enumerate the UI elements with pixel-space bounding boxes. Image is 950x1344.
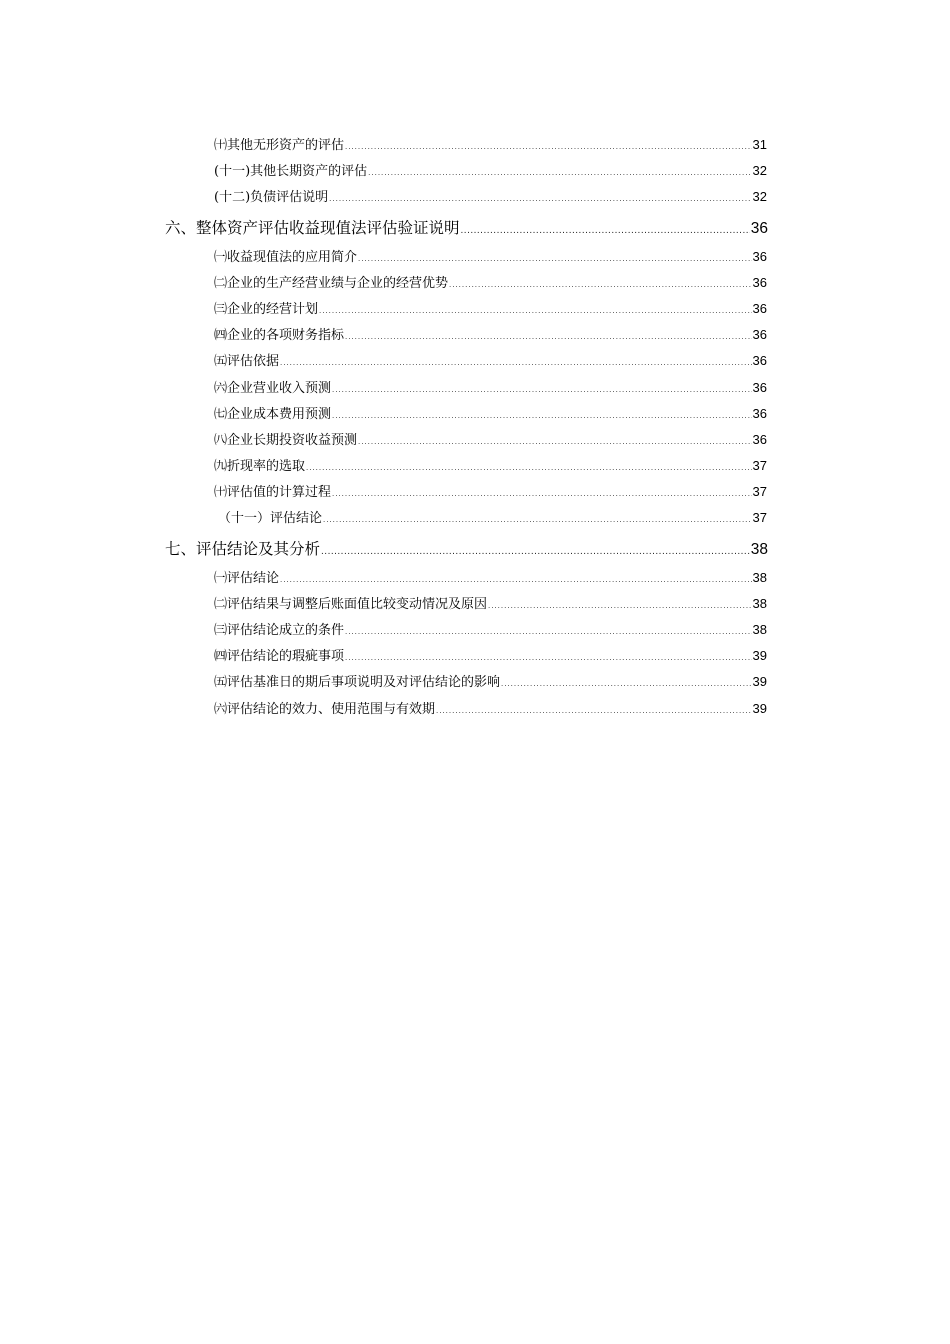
toc-entry[interactable] xyxy=(214,246,767,272)
toc-section-heading[interactable] xyxy=(165,534,768,567)
toc-entry-label: ㈡评估结果与调整后账面值比较变动情况及原因 xyxy=(214,596,488,612)
toc-page-number: 39 xyxy=(752,648,767,664)
toc-page-number: 36 xyxy=(752,300,767,316)
toc-page-number: 36 xyxy=(750,219,768,237)
toc-entry[interactable] xyxy=(214,377,767,403)
dot-leader xyxy=(332,404,752,427)
toc-section-heading[interactable] xyxy=(165,213,768,246)
toc-page-number: 36 xyxy=(752,405,767,421)
toc-entry-label: ㈠评估结论 xyxy=(214,570,280,586)
toc-entry-label: ㈣评估结论的瑕疵事项 xyxy=(214,649,345,665)
toc-entry[interactable] xyxy=(214,567,767,593)
toc-page-number: 37 xyxy=(752,458,767,474)
toc-entry-label: ㈤评估依据 xyxy=(214,354,280,370)
toc-entry[interactable] xyxy=(214,593,767,619)
toc-entry[interactable] xyxy=(214,324,767,350)
toc-entry-label: ㈦企业成本费用预测 xyxy=(214,406,332,422)
toc-entry-label: ㈡企业的生产经营业绩与企业的经营优势 xyxy=(214,275,449,291)
dot-leader xyxy=(280,568,752,591)
dot-leader xyxy=(323,508,752,531)
toc-entry[interactable] xyxy=(214,134,767,160)
dot-leader xyxy=(332,482,752,505)
toc-page-number: 32 xyxy=(752,163,767,179)
toc-entry-label: （十一）评估结论 xyxy=(218,511,323,527)
dot-leader xyxy=(345,646,752,669)
toc-entry-label: ㈤评估基准日的期后事项说明及对评估结论的影响 xyxy=(214,675,501,691)
toc-page-number: 36 xyxy=(752,274,767,290)
toc-entry-label: ㈥企业营业收入预测 xyxy=(214,380,332,396)
toc-entry[interactable] xyxy=(214,186,767,212)
toc-page-number: 36 xyxy=(752,379,767,395)
dot-leader xyxy=(449,273,752,296)
toc-page-number: 38 xyxy=(752,569,767,585)
toc-entry-label: ㈥评估结论的效力、使用范围与有效期 xyxy=(214,701,436,717)
toc-entry[interactable] xyxy=(214,160,767,186)
toc-entry[interactable] xyxy=(218,507,767,533)
toc-entry-label: ㈧企业长期投资收益预测 xyxy=(214,432,358,448)
dot-leader xyxy=(329,187,751,210)
toc-entry-label: ㈩评估值的计算过程 xyxy=(214,485,332,501)
dot-leader xyxy=(280,351,752,374)
dot-leader xyxy=(321,538,750,563)
toc-entry-label: ㈣企业的各项财务指标 xyxy=(214,328,345,344)
toc-entry[interactable] xyxy=(214,619,767,645)
toc-entry-label: (十一)其他长期资产的评估 xyxy=(214,164,368,180)
toc-entry[interactable] xyxy=(214,698,767,724)
toc-entry-label: ㈢企业的经营计划 xyxy=(214,301,319,317)
dot-leader xyxy=(436,699,752,722)
toc-page-number: 37 xyxy=(752,484,767,500)
dot-leader xyxy=(488,594,752,617)
toc-entry-label: 七、评估结论及其分析 xyxy=(165,539,321,558)
toc-entry-label: ㈢评估结论成立的条件 xyxy=(214,623,345,638)
toc-page-number: 31 xyxy=(752,137,767,152)
toc-page-number: 39 xyxy=(752,700,767,716)
dot-leader xyxy=(358,430,752,453)
dot-leader xyxy=(319,299,752,322)
toc-entry[interactable] xyxy=(214,481,767,507)
toc-entry-label: (十二)负债评估说明 xyxy=(214,190,329,206)
toc-page-number: 36 xyxy=(752,327,767,343)
toc-page-number: 39 xyxy=(752,674,767,690)
toc-entry-label: 六、整体资产评估收益现值法评估验证说明 xyxy=(165,218,460,237)
dot-leader xyxy=(358,247,752,270)
dot-leader xyxy=(461,217,750,242)
toc-entry[interactable] xyxy=(214,429,767,455)
toc-page-number: 38 xyxy=(750,540,768,558)
toc-page-number: 36 xyxy=(752,248,767,264)
toc-entry-label: ㈨折现率的选取 xyxy=(214,459,306,475)
toc-entry-label: ㈠收益现值法的应用简介 xyxy=(214,249,358,265)
dot-leader xyxy=(345,325,752,348)
toc-page-number: 36 xyxy=(752,353,767,369)
toc-entry-label: ㈩其他无形资产的评估 xyxy=(214,138,345,153)
toc-entry[interactable] xyxy=(214,403,767,429)
toc-entry[interactable] xyxy=(214,350,767,376)
toc-page-number: 37 xyxy=(752,510,767,526)
dot-leader xyxy=(306,456,752,479)
table-of-contents xyxy=(0,134,950,724)
toc-entry[interactable] xyxy=(214,272,767,298)
dot-leader xyxy=(345,135,752,158)
toc-entry[interactable] xyxy=(214,671,767,697)
dot-leader xyxy=(345,620,752,643)
toc-page-number: 36 xyxy=(752,431,767,447)
toc-page-number: 32 xyxy=(752,189,767,205)
dot-leader xyxy=(501,672,752,695)
dot-leader xyxy=(368,161,751,184)
toc-entry[interactable] xyxy=(214,645,767,671)
dot-leader xyxy=(332,378,752,401)
toc-page-number: 38 xyxy=(752,622,767,637)
toc-page-number: 38 xyxy=(752,595,767,611)
toc-entry[interactable] xyxy=(214,298,767,324)
toc-entry[interactable] xyxy=(214,455,767,481)
